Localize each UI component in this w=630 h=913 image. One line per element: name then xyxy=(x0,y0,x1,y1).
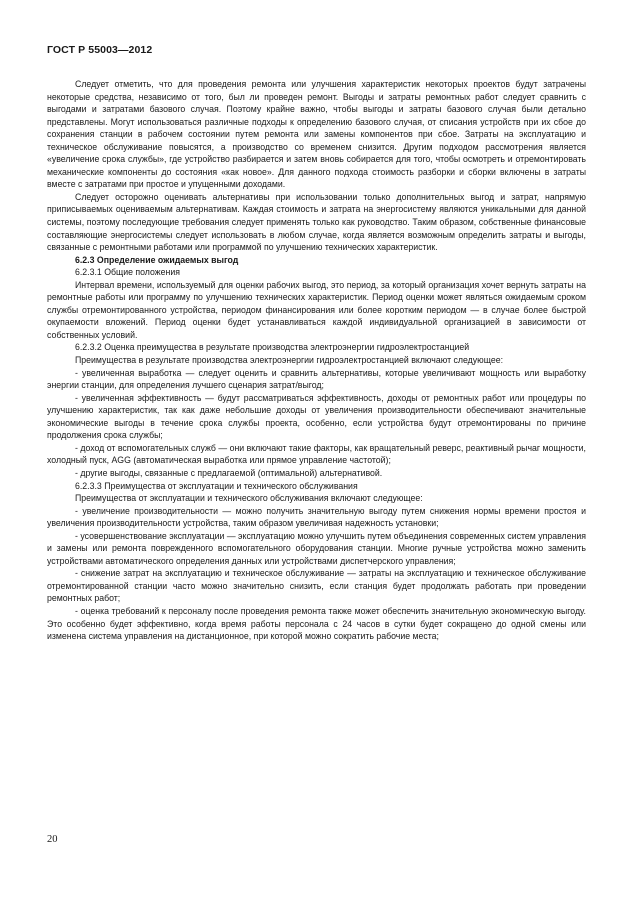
list-item: - доход от вспомогательных служб — они включают такие факторы, как вращательный реверс, реактивный рычаг мощности, холодный пуск, AGG (автоматическая выработка или прямое управление частотой); xyxy=(47,442,586,466)
paragraph: Преимущества от эксплуатации и технического обслуживания включают следующее: xyxy=(75,493,423,504)
list-item: - усовершенствование эксплуатации — эксплуатацию можно улучшить путем объединения современных систем управления и замены или ремонта поврежденного вспомогательного оборудования станции. Многие ручные устройства можно заменить устройствами автоматического определения данных или устройствами диспетчерского управления; xyxy=(47,530,586,566)
list-item: - снижение затрат на эксплуатацию и техническое обслуживание — затраты на эксплуатацию и техническое обслуживание отремонтированной станции часто можно значительно снизить, если станция будет продолжать работать при проведении ремонтных работ; xyxy=(47,568,586,604)
body-text xyxy=(47,78,586,643)
list-item: - оценка требований к персоналу после проведения ремонта также может обеспечить значительную экономическую выгоду. Это особенно будет эффективно, когда время работы персонала с 24 часов в сутки будет сокращено до одной смены или изменена система управления на дистанционное, при которой можно сократить рабочие места; xyxy=(47,605,586,642)
list-item: - увеличенная эффективность — будут рассматриваться эффективность, доходы от ремонтных работ или процедуры по улучшению характеристик, так как даже небольшие доходы от увеличения производительности обеспечивают значительные экономические выгоды в течение срока службы проекта, особенно, если устройства будут отремонтированы по причине продолжения срока службы; xyxy=(47,392,586,441)
list-item: - увеличенная выработка — следует оценить и сравнить альтернативы, которые увеличивают мощность или выработку энергии станции, для определения лучшего сценария затрат/выгод; xyxy=(47,367,586,391)
list-item: - другие выгоды, связанные с предлагаемой (оптимальной) альтернативой. xyxy=(75,467,383,478)
subsection-heading: 6.2.3.3 Преимущества от эксплуатации и технического обслуживания xyxy=(75,480,358,491)
page-number: 20 xyxy=(47,834,58,845)
paragraph: Преимущества в результате производства электроэнергии гидроэлектростанцией включают следующее: xyxy=(75,355,503,366)
paragraph: Следует отметить, что для проведения ремонта или улучшения характеристик некоторых проектов будут затрачены некоторые средства, независимо от того, был ли проведен ремонт. Выгоды и затраты ремонтных работ следует сравнить с выгодами и затратами базового случая. Поэтому крайне важно, чтобы выгоды и затраты базового случая были детально представлены. Могут использоваться различные подходы к определению базового случая, от списания устройств при их сбое до сохранения станции в рабочем состоянии путем ремонта или замены компонентов при сбое. Затраты на эксплуатацию и техническое обслуживание повысятся, а производство со временем снизится. Другим подходом рассмотрения является «увеличение срока службы», где устройство разбирается и затем вновь собирается для того, чтобы осмотреть и отремонтировать механические компоненты до состояния «как новое». Для данного подхода стоимость разборки и сборки включены в затраты вместе с затратами при простое и упущенными доходами. xyxy=(47,79,586,190)
section-heading: 6.2.3 Определение ожидаемых выгод xyxy=(75,254,239,265)
list-item: - увеличение производительности — можно получить значительную выгоду путем снижения нормы времени простоя и увеличения производительности устройства, таким образом увеличивая надежность установки; xyxy=(47,505,586,529)
paragraph: Следует осторожно оценивать альтернативы при использовании только дополнительных выгод и затрат, напрямую приписываемых оцениваемым альтернативам. Каждая стоимость и затрата на энергосистему являются уникальными для данной системы, поэтому последующие требования следует применять только как руководство. Таким образом, собственные финансовые составляющие энергосистемы следует использовать в любом случае, когда является возможным определить затраты и выгоды, связанные с ремонтными работами или программой по улучшению технических характеристик. xyxy=(47,191,586,253)
subsection-heading: 6.2.3.1 Общие положения xyxy=(75,267,180,278)
document-header: ГОСТ Р 55003—2012 xyxy=(47,44,153,56)
subsection-heading: 6.2.3.2 Оценка преимущества в результате производства электроэнергии гидроэлектростанцией xyxy=(75,342,470,353)
paragraph: Интервал времени, используемый для оценки рабочих выгод, это период, за который организация хочет вернуть затраты на ремонтные работы или программу по улучшению технических характеристик. Период оценки может являться ожидаемым сроком службы отремонтированного устройства, периодом финансирования или более коротким периодом — в случае более быстрой окупаемости вложений. Период оценки будет устанавливаться каждой индивидуальной организацией в зависимости от собственных условий. xyxy=(47,279,586,340)
